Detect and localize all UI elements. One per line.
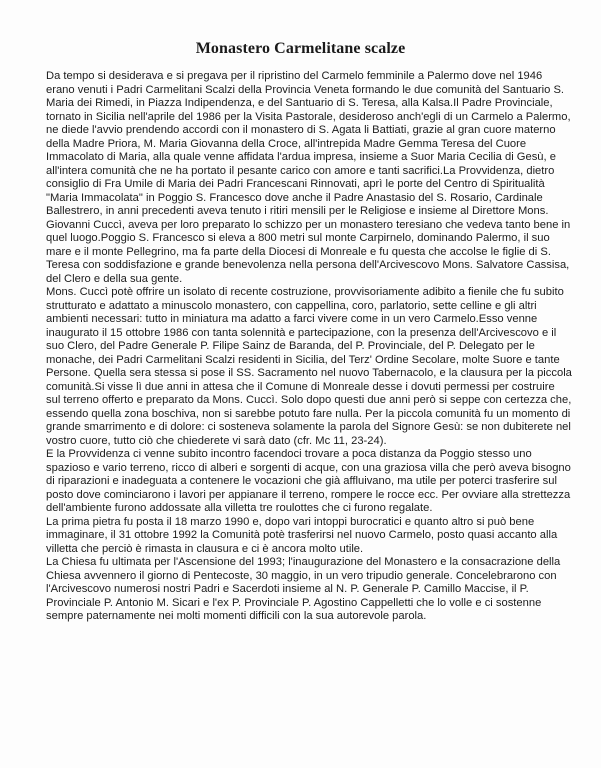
paragraph: Da tempo si desiderava e si pregava per il ripristino del Carmelo femminile a Palermo dove nel 1946 erano venuti i Padri Carmelitani Scalzi della Provincia Veneta formando le due comunità del Santuario S. Maria dei Rimedi, in Piazza Indipendenza, e del Santuario di S. Teresa, alla Kalsa.Il Padre Provinciale, tornato in Sicilia nell'aprile del 1986 per la Visita Pastorale, desideroso anch'egli di un Carmelo a Palermo, ne diede l'avvio prendendo accordi con il monastero di S. Agata li Battiati, grazie al gran cuore materno della Madre Priora, M. Maria Giovanna della Croce, all'intrepida Madre Gemma Teresa del Cuore Immacolato di Maria, alla quale venne affidata l'ardua impresa, insieme a Suor Maria Cecilia di Gesù, e all'intera comunità che ne ha portato il pesante carico con amore e tanti sacrifici.La Provvidenza, dietro consiglio di Fra Umile di Maria dei Padri Francescani Rinnovati, aprì le porte del Centro di Spiritualità "Maria Immacolata" in Poggio S. Francesco dove anche il Padre Anastasio del S. Rosario, Cardinale Ballestrero, in anni precedenti aveva tenuto i ritiri mensili per le Religiose e insieme al Direttore Mons. Giovanni Cuccì, aveva per loro preparato lo schizzo per un monastero teresiano che vedeva tanto bene in quel luogo.Poggio S. Francesco si eleva a 800 metri sul monte Carpirnelo, dominando Palermo, il suo mare e il monte Pellegrino, ma fa parte della Diocesi di Monreale e fu questa che accolse le figlie di S. Teresa con soddisfazione e grande benevolenza nella persona dell'Arcivescovo Mons. Salvatore Cassisa, del Clero e della sua gente. — [46, 70, 571, 285]
paragraph: La prima pietra fu posta il 18 marzo 1990 e, dopo vari intoppi burocratici e quanto altro si può bene immaginare, il 31 ottobre 1992 la Comunità potè trasferirsi nel nuovo Carmelo, posto quasi accanto alla villetta che perciò è rimasta in clausura e ci è ancora molto utile. — [46, 515, 558, 555]
paragraph: E la Provvidenza ci venne subito incontro facendoci trovare a poca distanza da Poggio stesso uno spazioso e vario terreno, ricco di alberi e sorgenti di acque, con una graziosa villa che però aveva bisogno di riparazioni e inadeguata a contenere le vocazioni che già affluivano, ma utile per poterci trasferire sul posto dove cominciarono i lavori per appianare il terreno, rompere le rocce ecc. Per ovviare alla strettezza dell'ambiente furono addossate alla villetta tre roulottes che ci furono regalate. — [46, 448, 571, 514]
document-title: Monastero Carmelitane scalze — [195, 40, 406, 57]
document-body — [46, 70, 572, 624]
paragraph: Mons. Cuccì potè offrire un isolato di recente costruzione, provvisoriamente adibito a fienile che fu subito strutturato e adattato a minuscolo monastero, con cappellina, coro, parlatorio, sette celline e gli altri ambienti necessari: tutto in miniatura ma adatto a farci vivere come in un vero Carmelo.Esso venne inaugurato il 15 ottobre 1986 con tanta solennità e partecipazione, con la presenza dell'Arcivescovo e il suo Clero, del Padre Generale P. Filipe Sainz de Baranda, del P. Provinciale, del P. Delegato per le monache, dei Padri Carmelitani Scalzi residenti in Sicilia, del Terz' Ordine Secolare, molte Suore e tante Persone. Quella sera stessa si pose il SS. Sacramento nel nuovo Tabernacolo, e la clausura per la piccola comunità.Si visse lì due anni in attesa che il Comune di Monreale desse i dovuti permessi per costruire sul terreno offerto e preparato da Mons. Cuccì. Solo dopo questi due anni però si seppe con certezza che, essendo quella zona boschiva, non si sarebbe potuto fare nulla. Per la piccola comunità fu un momento di grande smarrimento e di dolore: ci sosteneva solamente la parola del Signore Gesù: se non dubiterete nel vostro cuore, tutto ciò che chiederete vi sarà dato (cfr. Mc 11, 23-24). — [46, 286, 572, 447]
paragraph: La Chiesa fu ultimata per l'Ascensione del 1993; l'inaugurazione del Monastero e la consacrazione della Chiesa avvennero il giorno di Pentecoste, 30 maggio, in un vero tripudio generale. Concelebrarono con l'Arcivescovo numerosi nostri Padri e Sacerdoti insieme al N. P. Generale P. Camillo Maccise, il P. Provinciale P. Antonio M. Sicari e l'ex P. Provinciale P. Agostino Cappelletti che lo volle e ci sostenne sempre paternamente nei molti momenti difficili con la sua autorevole parola. — [46, 556, 561, 622]
